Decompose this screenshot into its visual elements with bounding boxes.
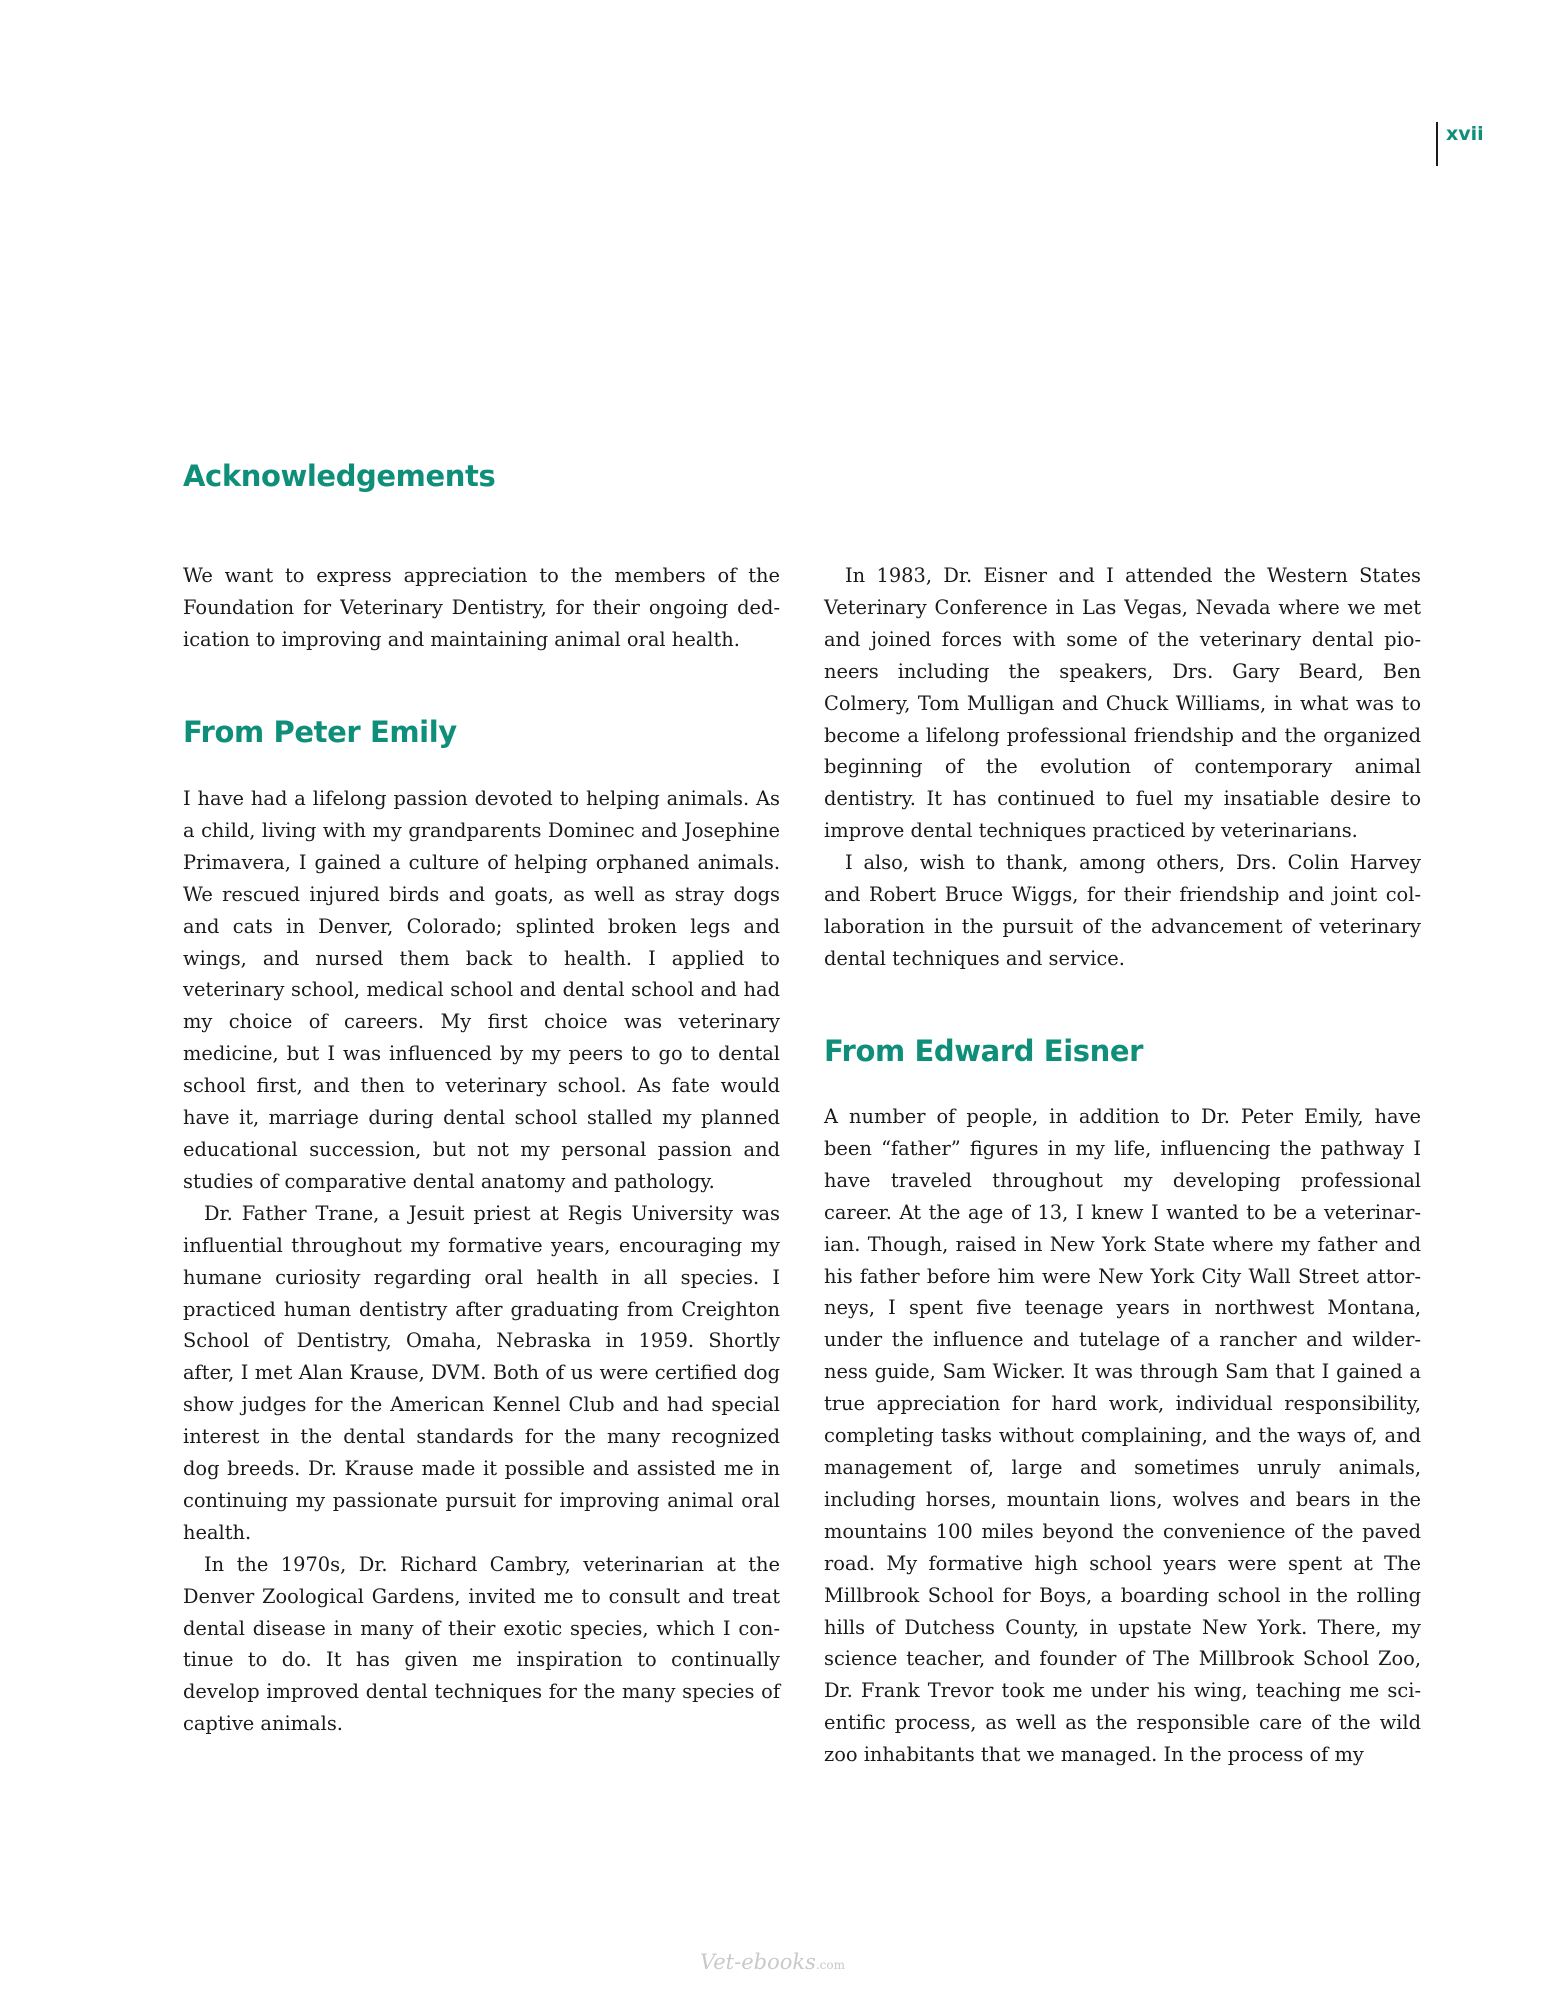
page-number: xvii bbox=[1446, 123, 1484, 145]
section-heading-edward-eisner: From Edward Eisner bbox=[824, 1034, 1144, 1068]
peter-emily-paragraph-3: In the 1970s, Dr. Richard Cambry, veterinarian at the Denver Zoological Gardens, invited me to consult and treat dental disease in many of their exotic species, which I continue to do. It has given me inspiration to continually develop improved dental techniques for the many species of captive animals. bbox=[183, 1552, 780, 1736]
intro-block bbox=[183, 560, 780, 656]
peter-emily-paragraph-1: I have had a lifelong passion devoted to helping animals. As a child, living with my grandparents Dominec and Josephine Primavera, I gained a culture of helping orphaned animals. We rescued injured birds and goats, as well as stray dogs and cats in Denver, Colorado; splinted broken legs and wings, and nursed them back to health. I applied to veterinary school, medical school and dental school and had my choice of careers. My first choice was veterinary medicine, but I was influenced by my peers to go to dental school first, and then to veterinary school. As fate would have it, marriage during dental school stalled my planned educational succession, but not my personal passion and studies of comparative dental anatomy and pathology. bbox=[183, 787, 780, 1193]
watermark-logo bbox=[700, 1950, 870, 1980]
peter-emily-paragraph-5: I also, wish to thank, among others, Drs. Colin Harvey and Robert Bruce Wiggs, for their friendship and joint collaboration in the pursuit of the advancement of veterinary dental techniques and service. bbox=[824, 851, 1421, 970]
watermark-suffix: .com bbox=[815, 1958, 845, 1972]
peter-emily-paragraph-2: Dr. Father Trane, a Jesuit priest at Regis University was influential throughout my formative years, encouraging my humane curiosity regarding oral health in all species. I practiced human dentistry after graduating from Creighton School of Dentistry, Omaha, Nebraska in 1959. Shortly after, I met Alan Krause, DVM. Both of us were certified dog show judges for the American Kennel Club and had special interest in the dental standards for the many recognized dog breeds. Dr. Krause made it possible and assisted me in continuing my passionate pursuit for improving animal oral health. bbox=[183, 1201, 780, 1544]
peter-emily-paragraph-4: In 1983, Dr. Eisner and I attended the Western States Veterinary Conference in Las Vegas, Nevada where we met and joined forces with some of the veterinary dental pioneers including the speakers, Drs. Gary Beard, Ben Colmery, Tom Mulligan and Chuck Williams, in what was to become a lifelong professional friendship and the organized beginning of the evolution of contemporary animal dentistry. It has continued to fuel my insatiable desire to improve dental techniques practiced by veterinarians. bbox=[824, 564, 1421, 843]
page-number-marker bbox=[1436, 122, 1484, 166]
peter-emily-left-column bbox=[183, 783, 780, 1740]
section-heading-peter-emily: From Peter Emily bbox=[183, 715, 457, 749]
edward-eisner-column bbox=[824, 1101, 1421, 1771]
peter-emily-right-column bbox=[824, 560, 1421, 975]
watermark-text: Vet-ebooks bbox=[700, 1950, 816, 1974]
edward-eisner-paragraph-1: A number of people, in addition to Dr. Peter Emily, have been “father” figures in my life, influencing the pathway I have traveled throughout my developing professional career. At the age of 13, I knew I wanted to be a veterinarian. Though, raised in New York State where my father and his father before him were New York City Wall Street attorneys, I spent five teenage years in northwest Montana, under the influence and tutelage of a rancher and wilderness guide, Sam Wicker. It was through Sam that I gained a true appreciation for hard work, individual responsibility, completing tasks without complaining, and the ways of, and management of, large and sometimes unruly animals, including horses, mountain lions, wolves and bears in the mountains 100 miles beyond the convenience of the paved road. My formative high school years were spent at The Millbrook School for Boys, a boarding school in the rolling hills of Dutchess County, in upstate New York. There, my science teacher, and founder of The Millbrook School Zoo, Dr. Frank Trevor took me under his wing, teaching me scientific process, as well as the responsible care of the wild zoo inhabitants that we managed. In the process of my bbox=[824, 1105, 1421, 1767]
intro-paragraph: We want to express appreciation to the members of the Foundation for Veterinary Dentistry, for their ongoing dedication to improving and maintaining animal oral health. bbox=[183, 564, 780, 651]
page-title: Acknowledgements bbox=[183, 459, 496, 493]
